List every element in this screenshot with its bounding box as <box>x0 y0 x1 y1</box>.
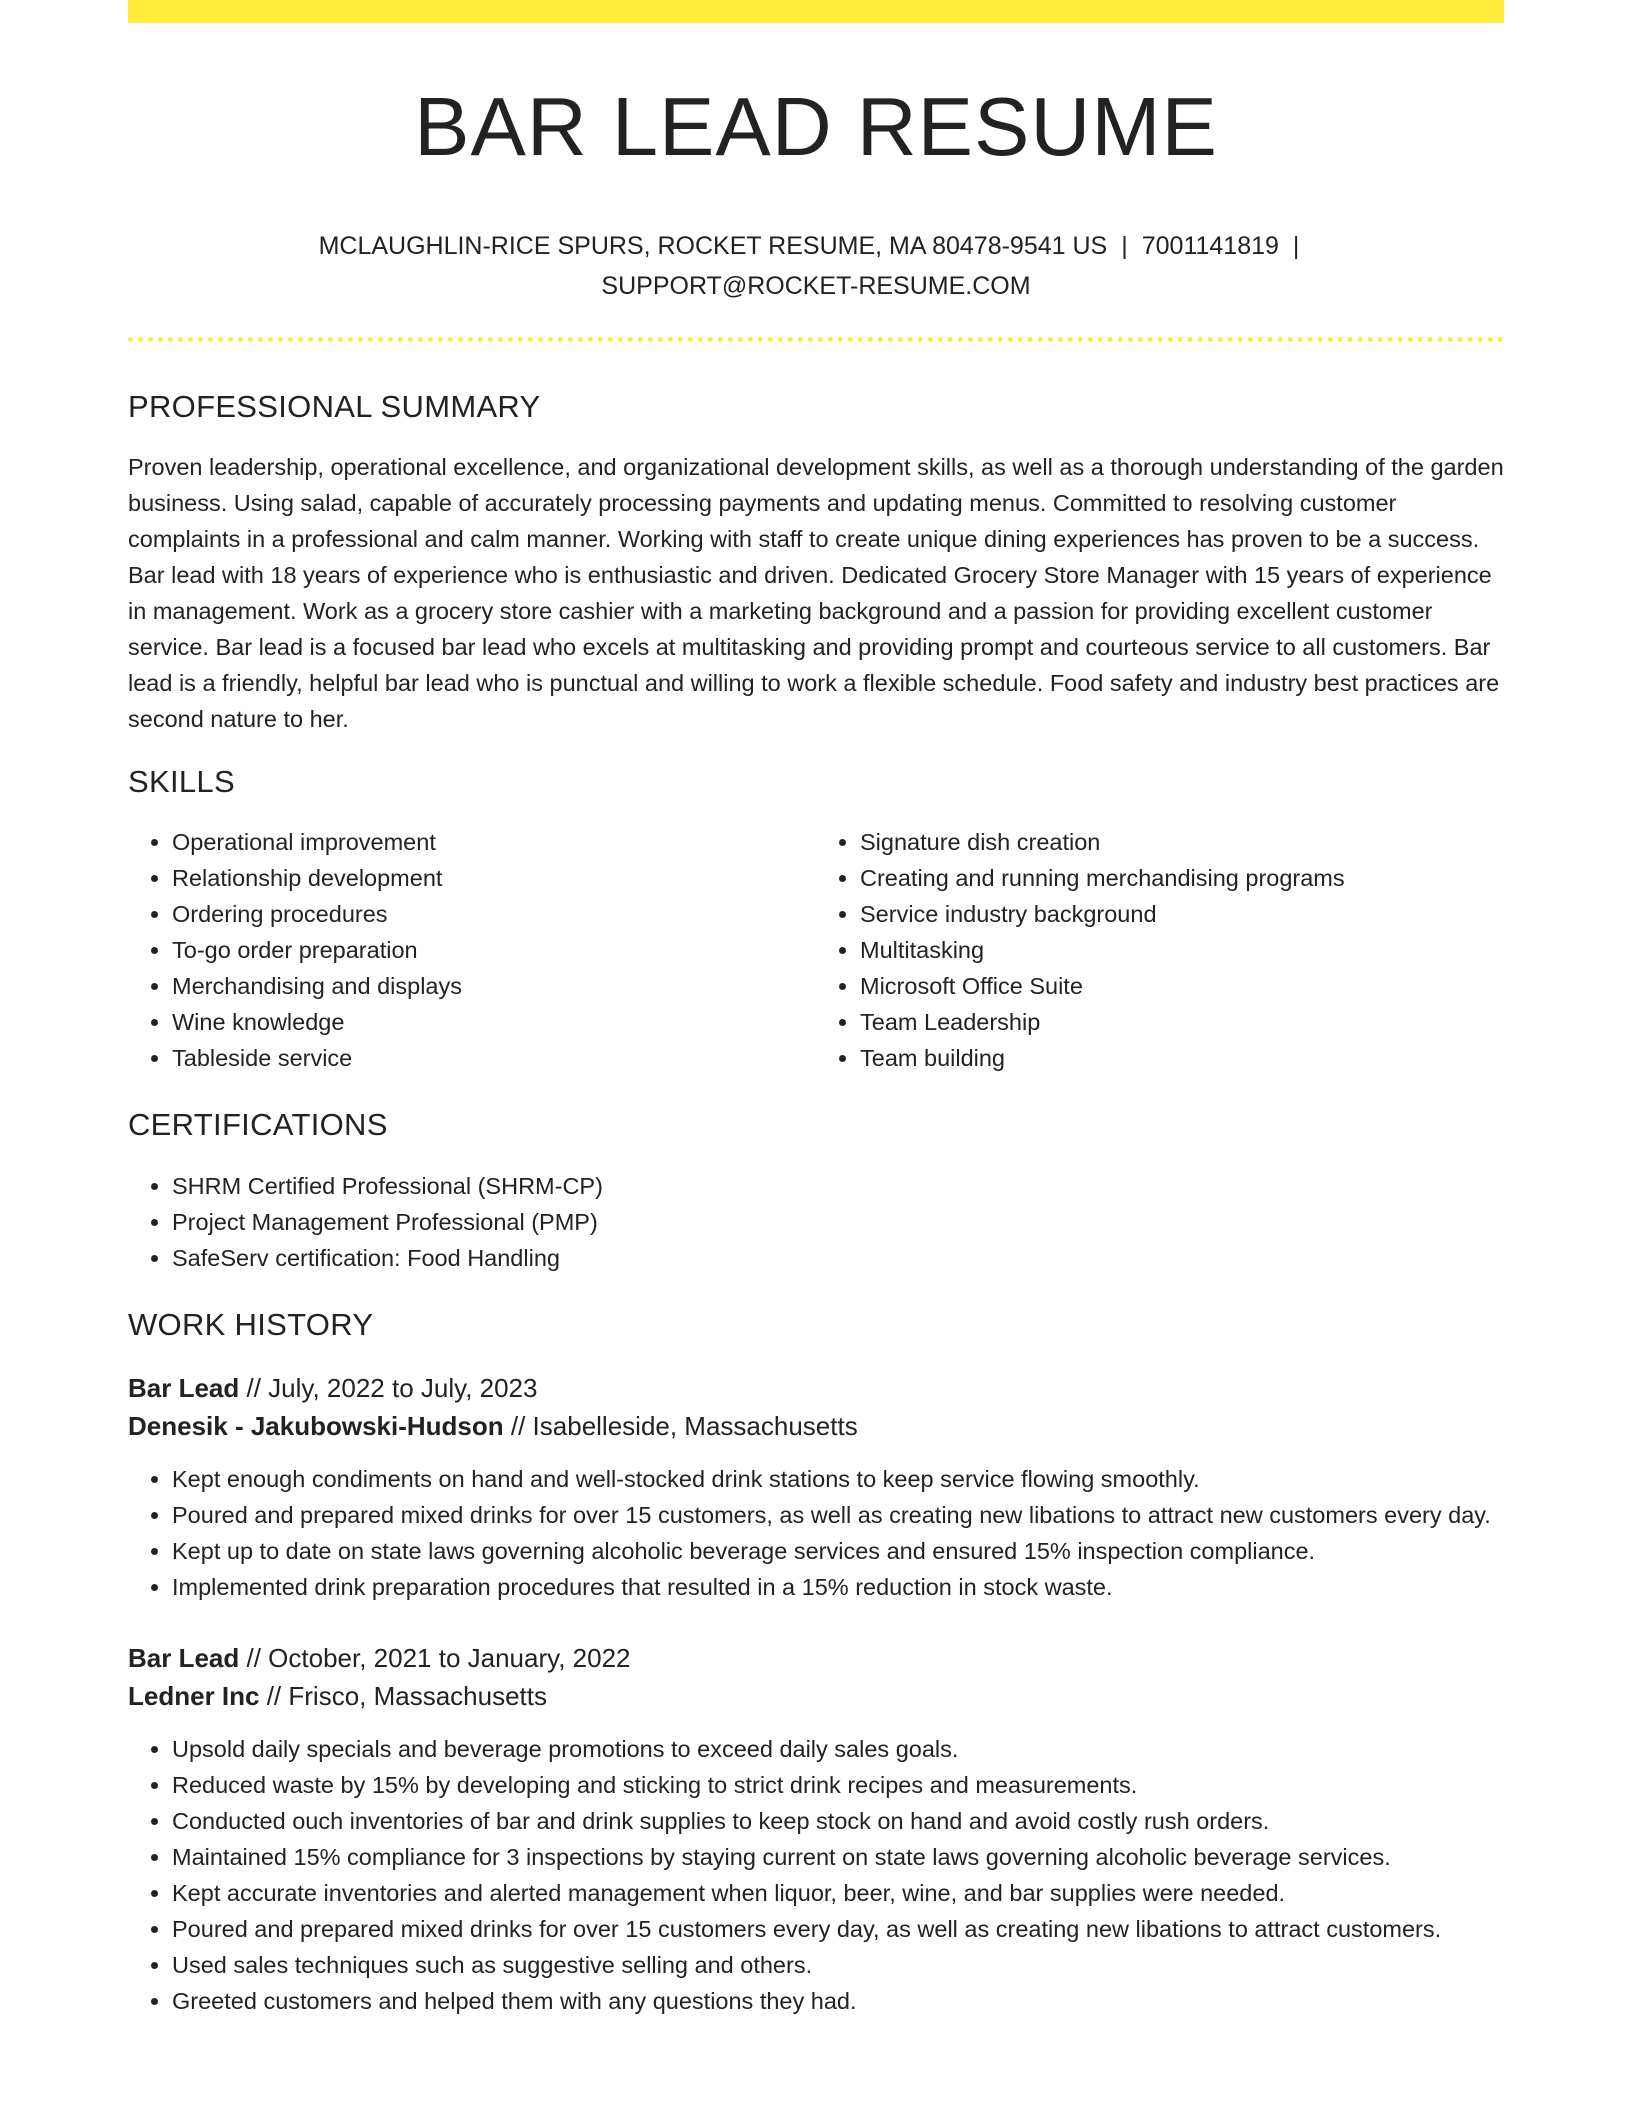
skill-item: • Tableside service <box>172 1040 816 1076</box>
summary-heading: PROFESSIONAL SUMMARY <box>128 389 541 424</box>
job-company: Denesik - Jakubowski-Hudson <box>128 1410 504 1441</box>
certification-item: • SafeServ certification: Food Handling <box>172 1240 1504 1276</box>
job-entry <box>128 1369 1504 1605</box>
job-bullet: • Conducted ouch inventories of bar and drink supplies to keep stock on hand and avoid costly rush orders. <box>172 1803 1504 1839</box>
work-history-heading: WORK HISTORY <box>128 1306 374 1342</box>
certifications-heading: CERTIFICATIONS <box>128 1107 388 1143</box>
job-company-line <box>128 1677 1504 1715</box>
certifications-list <box>128 1168 1504 1276</box>
job-bullet: • Implemented drink preparation procedures that resulted in a 15% reduction in stock waste. <box>172 1569 1504 1605</box>
skill-item: • Creating and running merchandising programs <box>860 860 1504 896</box>
skills-heading: SKILLS <box>128 764 235 800</box>
skill-item: • Merchandising and displays <box>172 968 816 1004</box>
contact-email[interactable]: SUPPORT@ROCKET-RESUME.COM <box>601 272 1031 300</box>
contact-info <box>128 226 1504 306</box>
job-dates: // July, 2022 to July, 2023 <box>239 1372 538 1403</box>
skill-item: • Wine knowledge <box>172 1004 816 1040</box>
job-bullet: • Kept up to date on state laws governing alcoholic beverage services and ensured 15% inspection compliance. <box>172 1533 1504 1569</box>
skill-item: • Multitasking <box>860 932 1504 968</box>
accent-bar <box>128 0 1504 23</box>
contact-address: MCLAUGHLIN-RICE SPURS, ROCKET RESUME, MA 80478-9541 US <box>318 232 1108 260</box>
summary-text: Proven leadership, operational excellence, and organizational development skills, as well as a thorough understanding of the garden business. Using salad, capable of accurately processing payments and updating menus. Committed to resolving customer complaints in a professional and calm manner. Working with staff to create unique dining experiences has proven to be a success. Bar lead with 18 years of experience who is enthusiastic and driven. Dedicated Grocery Store Manager with 15 years of experience in management. Work as a grocery store cashier with a marketing background and a passion for providing excellent customer service. Bar lead is a focused bar lead who excels at multitasking and providing prompt and courteous service to all customers. Bar lead is a friendly, helpful bar lead who is punctual and willing to work a flexible schedule. Food safety and industry best practices are second nature to her. <box>128 454 1504 733</box>
job-bullet: • Used sales techniques such as suggestive selling and others. <box>172 1947 1504 1983</box>
contact-phone: 7001141819 <box>1141 232 1279 260</box>
job-bullet: • Greeted customers and helped them with any questions they had. <box>172 1983 1504 2019</box>
skill-item: • Operational improvement <box>172 824 816 860</box>
job-dates: // October, 2021 to January, 2022 <box>239 1642 631 1673</box>
skills-list-left <box>128 824 816 1076</box>
job-bullet: • Kept enough condiments on hand and well-stocked drink stations to keep service flowing smoothly. <box>172 1461 1504 1497</box>
job-company-line <box>128 1407 1504 1445</box>
job-title: Bar Lead <box>128 1642 240 1673</box>
dotted-divider <box>128 337 1504 342</box>
skill-item: • To-go order preparation <box>172 932 816 968</box>
job-entry <box>128 1639 1504 2019</box>
job-bullets <box>128 1731 1504 2019</box>
resume-title: BAR LEAD RESUME <box>414 80 1218 173</box>
skill-item: • Service industry background <box>860 896 1504 932</box>
job-location: // Isabelleside, Massachusetts <box>503 1410 858 1441</box>
resume-page <box>128 0 1504 2019</box>
skill-item: • Team building <box>860 1040 1504 1076</box>
job-bullet: • Maintained 15% compliance for 3 inspections by staying current on state laws governing alcoholic beverage services. <box>172 1839 1504 1875</box>
job-title-line <box>128 1639 1504 1677</box>
contact-separator: | <box>1121 232 1128 260</box>
skills-grid <box>128 824 1504 1076</box>
certification-item: • SHRM Certified Professional (SHRM-CP) <box>172 1168 1504 1204</box>
job-bullet: • Poured and prepared mixed drinks for over 15 customers, as well as creating new libations to attract new customers every day. <box>172 1497 1504 1533</box>
skill-item: • Team Leadership <box>860 1004 1504 1040</box>
skill-item: • Signature dish creation <box>860 824 1504 860</box>
job-title: Bar Lead <box>128 1372 240 1403</box>
contact-separator: | <box>1292 232 1300 260</box>
job-title-line <box>128 1369 1504 1407</box>
skill-item: • Microsoft Office Suite <box>860 968 1504 1004</box>
job-bullet: • Upsold daily specials and beverage promotions to exceed daily sales goals. <box>172 1731 1504 1767</box>
certification-item: • Project Management Professional (PMP) <box>172 1204 1504 1240</box>
skill-item: • Ordering procedures <box>172 896 816 932</box>
job-bullet: • Poured and prepared mixed drinks for over 15 customers every day, as well as creating new libations to attract customers. <box>172 1911 1504 1947</box>
job-company: Ledner Inc <box>128 1680 260 1711</box>
job-bullet: • Kept accurate inventories and alerted management when liquor, beer, wine, and bar supplies were needed. <box>172 1875 1504 1911</box>
job-bullet: • Reduced waste by 15% by developing and sticking to strict drink recipes and measurements. <box>172 1767 1504 1803</box>
skill-item: • Relationship development <box>172 860 816 896</box>
job-location: // Frisco, Massachusetts <box>259 1680 548 1711</box>
skills-list-right <box>816 824 1504 1076</box>
job-bullets <box>128 1461 1504 1605</box>
